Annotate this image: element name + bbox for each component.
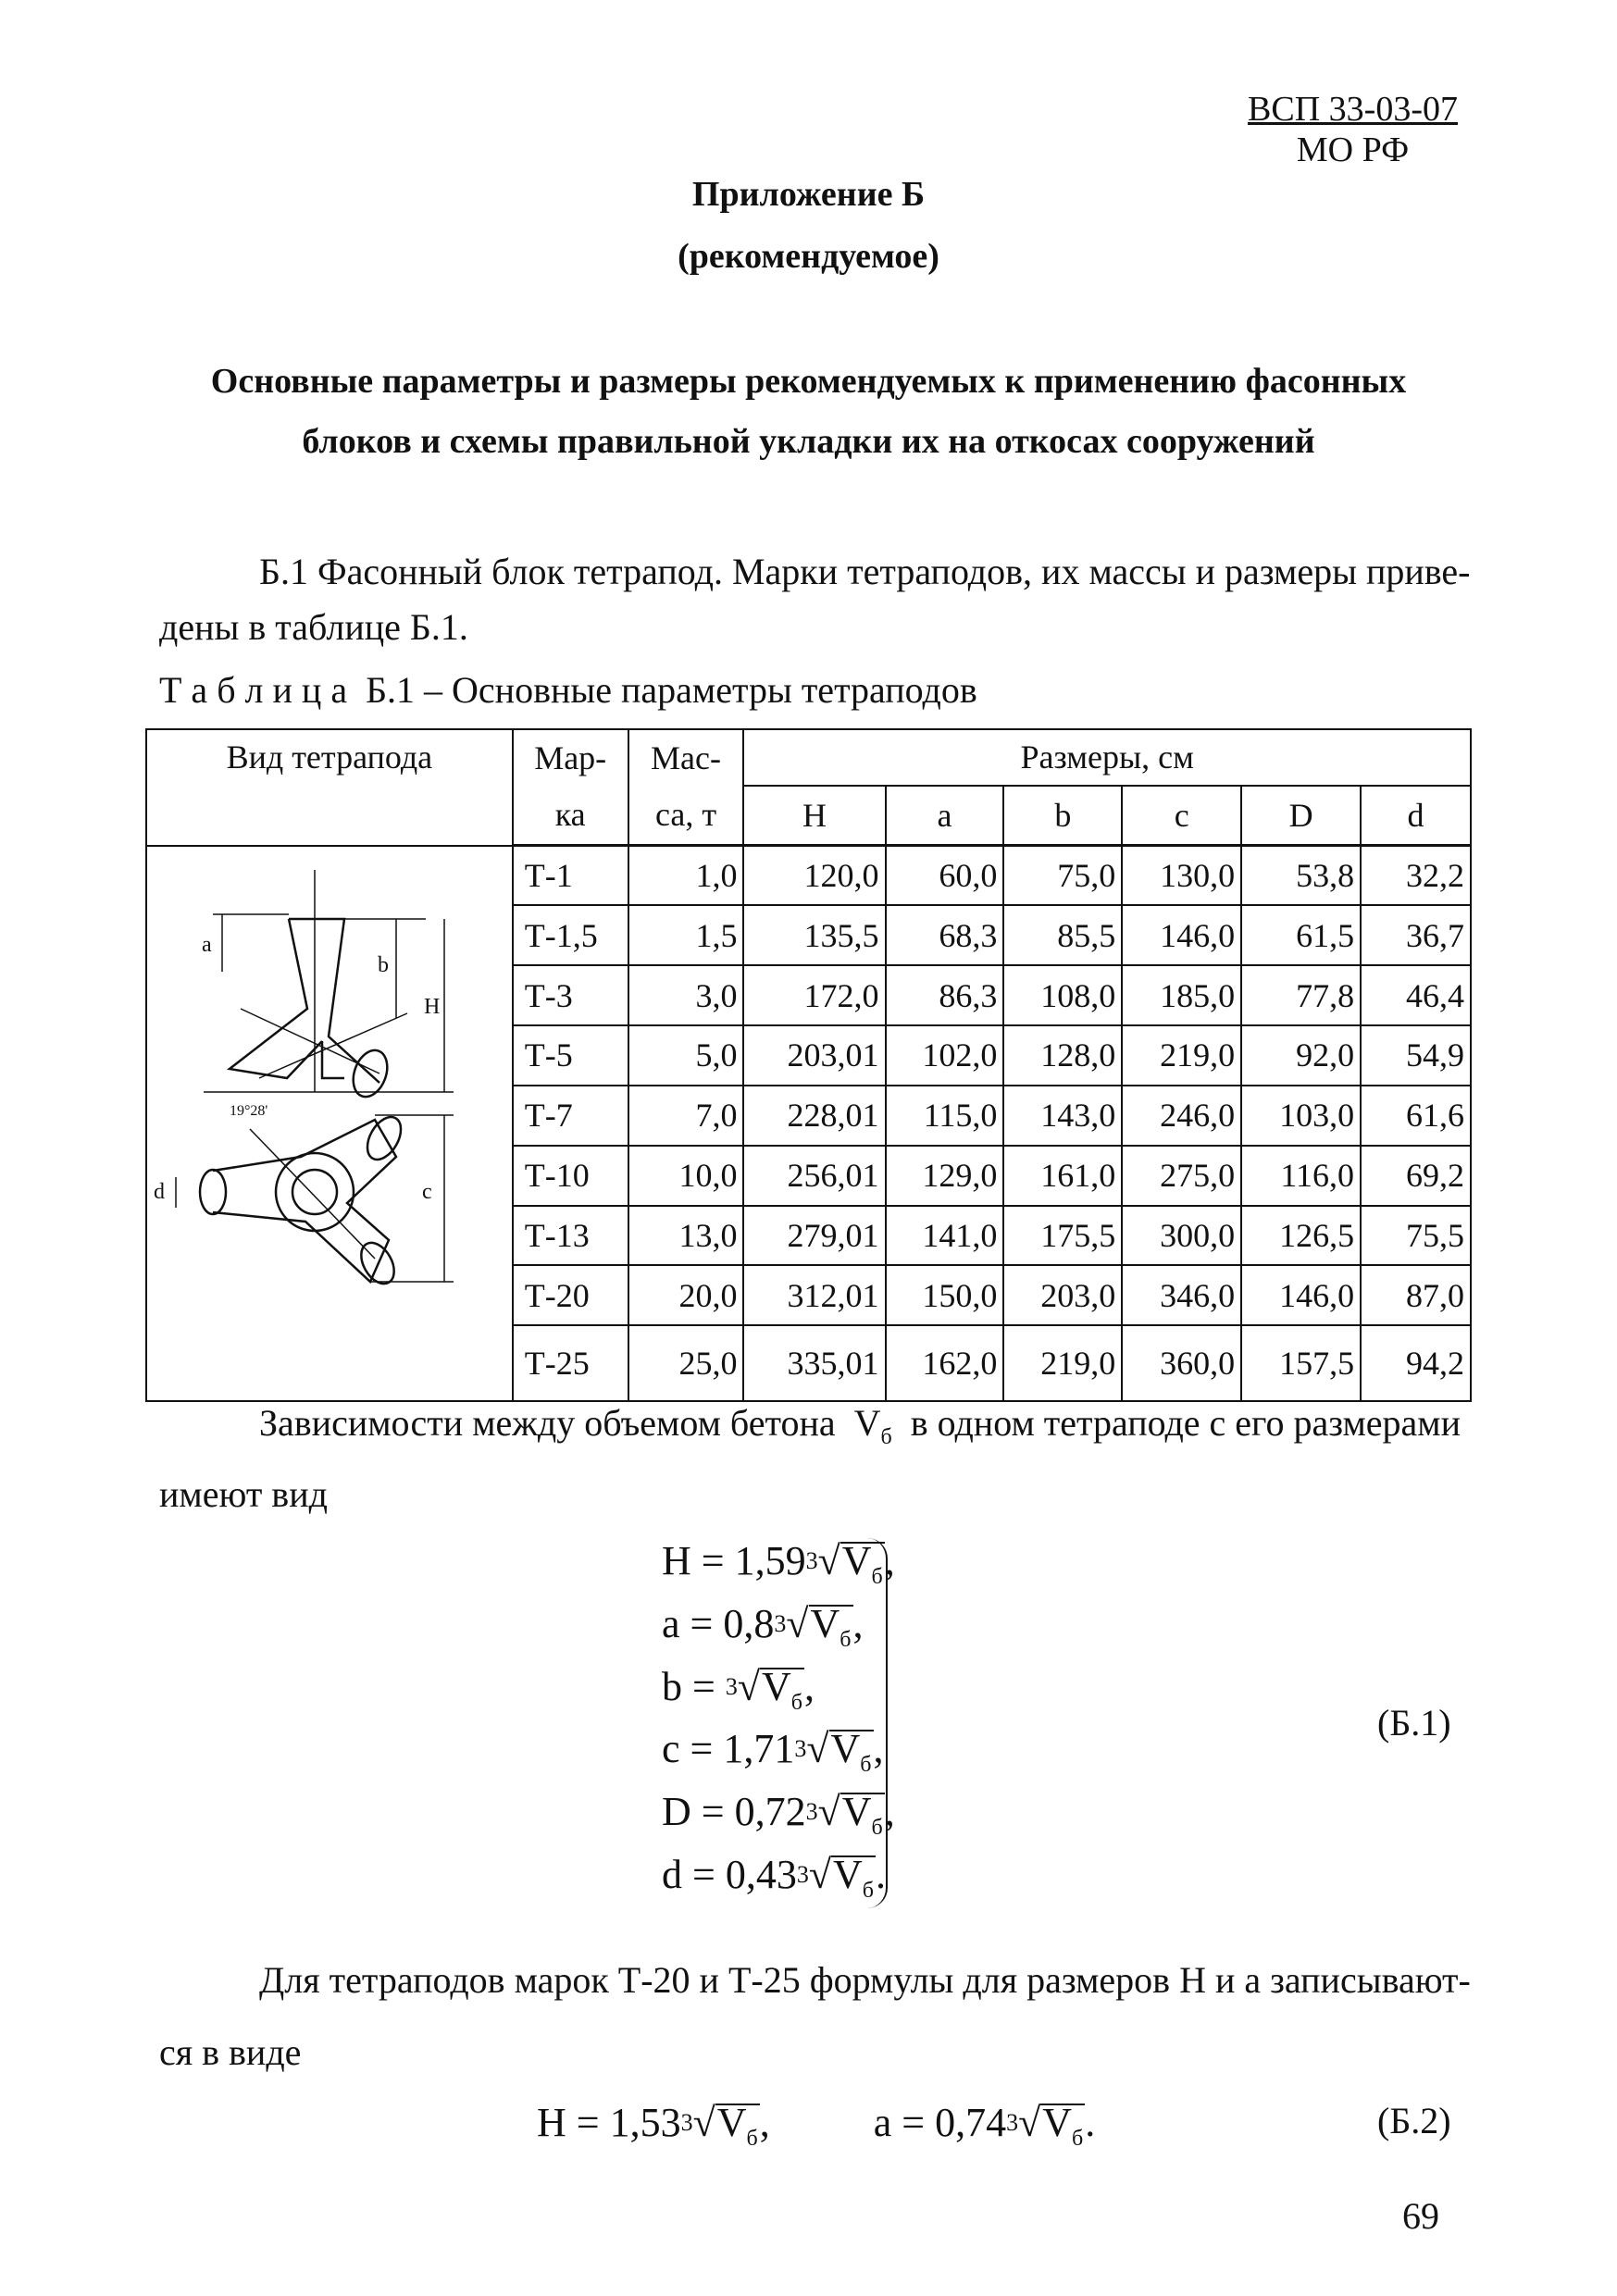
table-cell: 60,0 [886,846,1004,906]
table-cell: 13,0 [628,1206,744,1266]
table-cell: 130,0 [1122,846,1241,906]
table-cell: 172,0 [743,965,885,1025]
para3-line2: ся в виде [159,2031,302,2073]
formula-line: $H = 1,59^3√V_б$, [662,1532,895,1595]
table-cell: 69,2 [1361,1146,1471,1206]
table-cell: 61,6 [1361,1086,1471,1146]
label-b: b [378,953,389,977]
header-view: Вид тетрапода [146,729,513,846]
table-cell: 256,01 [743,1146,885,1206]
header-mark-1: Мар- [513,729,628,786]
table-cell: 126,5 [1241,1206,1361,1266]
table-cell: 335,01 [743,1325,885,1401]
eq2-label: (Б.2) [1377,2100,1451,2141]
header-mass-2: са, т [628,786,744,846]
intro-line2: дены в таблице Б.1. [159,606,468,648]
header-sizes: Размеры, см [743,729,1471,786]
formula-line: $a = 0,8^3√V_б$, [662,1595,895,1657]
formula-brace [865,1538,888,1908]
table-cell: 157,5 [1241,1325,1361,1401]
table-cell: 1,5 [628,905,744,965]
table-cell: 75,0 [1003,846,1122,906]
document-code: ВСП 33-03-07 [1248,90,1458,129]
label-angle: 19°28' [230,1103,268,1119]
table-cell: 141,0 [886,1206,1004,1266]
table-cell: 75,5 [1361,1206,1471,1266]
para3-line1: Для тетраподов марок Т-20 и Т-25 формулы для размеров H и a записывают- [259,1959,1471,2001]
table-cell: 146,0 [1241,1265,1361,1325]
document-org: МО РФ [1296,130,1410,169]
table-cell: 146,0 [1122,905,1241,965]
table-cell: 135,5 [743,905,885,965]
table-cell: 7,0 [628,1086,744,1146]
appendix-title: Приложение Б [691,175,926,214]
table-cell: 279,01 [743,1206,885,1266]
para2-line1: Зависимости между объемом бетона $V_б$ в одном тетраподе с его размерами [259,1402,1461,1449]
section-heading-line1: Основные параметры и размеры рекомендуемых к применению фасонных [210,362,1407,401]
table-cell: 53,8 [1241,846,1361,906]
table-cell: 120,0 [743,846,885,906]
formula-system [662,1532,895,1908]
label-d: d [154,1180,165,1204]
table-cell: 219,0 [1122,1025,1241,1086]
table-cell: 219,0 [1003,1325,1122,1401]
formula-line: $c = 1,71^3√V_б$, [662,1719,895,1782]
intro-line1: Б.1 Фасонный блок тетрапод. Марки тетраподов, их массы и размеры приве- [259,551,1471,592]
table-cell: 103,0 [1241,1086,1361,1146]
table-cell: 203,0 [1003,1265,1122,1325]
table-cell: Т-1,5 [513,905,628,965]
table-cell: Т-1 [513,846,628,906]
eq1-label: (Б.1) [1377,1702,1451,1744]
table-cell: 143,0 [1003,1086,1122,1146]
table-cell: Т-10 [513,1146,628,1206]
header-H: H [743,786,885,846]
table-cell: 312,01 [743,1265,885,1325]
header-c: c [1122,786,1241,846]
table-cell: 346,0 [1122,1265,1241,1325]
eq2: $H = 1,53^3√V_б$, $a = 0,74^3√V_б$. [537,2093,1095,2156]
header-mass-1: Мас- [628,729,744,786]
appendix-subtitle: (рекомендуемое) [678,237,939,276]
table-cell: 46,4 [1361,965,1471,1025]
table-cell: Т-25 [513,1325,628,1401]
table-cell: 246,0 [1122,1086,1241,1146]
table-cell: 68,3 [886,905,1004,965]
table-cell: 3,0 [628,965,744,1025]
table-cell: 86,3 [886,965,1004,1025]
document-code-block [1248,89,1458,170]
table-cell: 25,0 [628,1325,744,1401]
table-cell: Т-20 [513,1265,628,1325]
table-cell: 94,2 [1361,1325,1471,1401]
table-cell: 115,0 [886,1086,1004,1146]
table-caption: Т а б л и ц а Б.1 – Основные параметры тетраподов [159,669,977,711]
table-cell: 300,0 [1122,1206,1241,1266]
table-cell: 116,0 [1241,1146,1361,1206]
table-cell: 1,0 [628,846,744,906]
table-cell: 175,5 [1003,1206,1122,1266]
table-cell: 5,0 [628,1025,744,1086]
table-cell: 87,0 [1361,1265,1471,1325]
table-cell: 360,0 [1122,1325,1241,1401]
table-cell: 275,0 [1122,1146,1241,1206]
table-cell: 92,0 [1241,1025,1361,1086]
header-d: d [1361,786,1471,846]
formula-line: $D = 0,72^3√V_б$, [662,1782,895,1845]
label-a: a [202,933,212,957]
para2-line2: имеют вид [159,1473,328,1515]
tetrapod-side-outline [289,919,379,1083]
table-cell: 61,5 [1241,905,1361,965]
table-cell: 77,8 [1241,965,1361,1025]
table-cell: 161,0 [1003,1146,1122,1206]
table-cell: 162,0 [886,1325,1004,1401]
formula-line: $b = ^3√V_б$, [662,1657,895,1720]
section-heading-line2: блоков и схемы правильной укладки их на откосах сооружений [302,422,1315,461]
table-cell: Т-7 [513,1086,628,1146]
table-cell: 20,0 [628,1265,744,1325]
table-cell: 10,0 [628,1146,744,1206]
header-mark-2: ка [513,786,628,846]
table-cell: 32,2 [1361,846,1471,906]
formula-line: $d = 0,43^3√V_б$. [662,1845,895,1908]
table-cell: 85,5 [1003,905,1122,965]
table-cell: Т-5 [513,1025,628,1086]
label-c: c [422,1180,432,1204]
table-cell: 185,0 [1122,965,1241,1025]
table-cell: 102,0 [886,1025,1004,1086]
table-cell: 203,01 [743,1025,885,1086]
table-cell: Т-13 [513,1206,628,1266]
table-cell: 108,0 [1003,965,1122,1025]
tetrapod-drawing [148,851,509,1397]
table-cell: 128,0 [1003,1025,1122,1086]
table-cell: 36,7 [1361,905,1471,965]
table-cell: 129,0 [886,1146,1004,1206]
header-D: D [1241,786,1361,846]
header-a: a [886,786,1004,846]
label-H: H [424,995,441,1019]
table-cell: Т-3 [513,965,628,1025]
table-cell: 228,01 [743,1086,885,1146]
table-cell: 54,9 [1361,1025,1471,1086]
header-b: b [1003,786,1122,846]
page-number: 69 [1402,2195,1439,2237]
table-cell: 150,0 [886,1265,1004,1325]
